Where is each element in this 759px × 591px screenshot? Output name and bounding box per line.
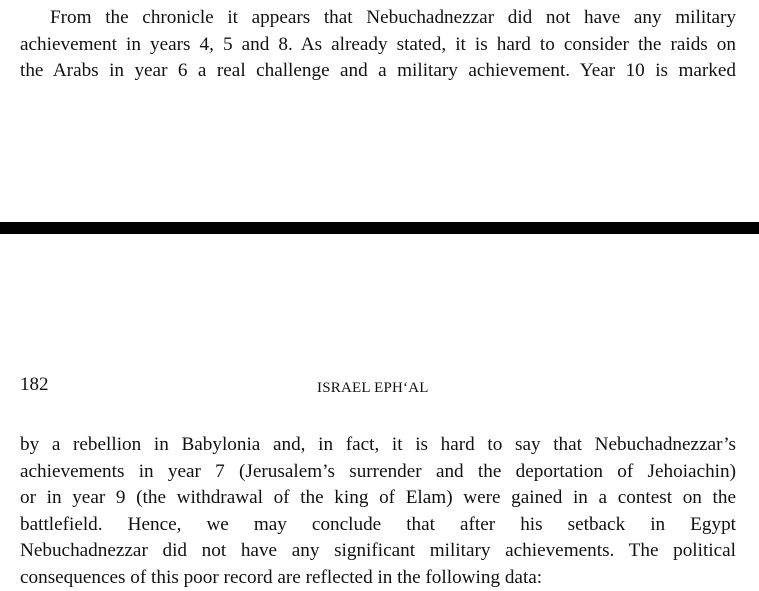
text-line: by a rebellion in Babylonia and, in fact, it is hard to say that Nebuchadnezzar’s <box>20 432 736 459</box>
text-line: consequences of this poor record are reflected in the following data: <box>20 565 736 591</box>
text-line: or in year 9 (the withdrawal of the king of Elam) were gained in a contest on the <box>20 485 736 512</box>
body-paragraph-bottom <box>20 432 736 591</box>
running-head: ISRAEL EPH‘AL <box>317 378 429 398</box>
text-line: achievements in year 7 (Jerusalem’s surrender and the deportation of Jehoiachin) <box>20 459 736 486</box>
text-line: achievement in years 4, 5 and 8. As already stated, it is hard to consider the raids on <box>20 32 736 59</box>
text-line: the Arabs in year 6 a real challenge and a military achievement. Year 10 is marked <box>20 58 736 85</box>
text-line: battlefield. Hence, we may conclude that after his setback in Egypt <box>20 512 736 539</box>
page-break-bar <box>0 222 759 234</box>
body-paragraph-top <box>20 5 736 85</box>
text-line: Nebuchadnezzar did not have any significant military achievements. The political <box>20 538 736 565</box>
text-line: From the chronicle it appears that Nebuchadnezzar did not have any military <box>20 5 736 32</box>
page-number: 182 <box>20 374 49 396</box>
top-page <box>0 0 759 222</box>
